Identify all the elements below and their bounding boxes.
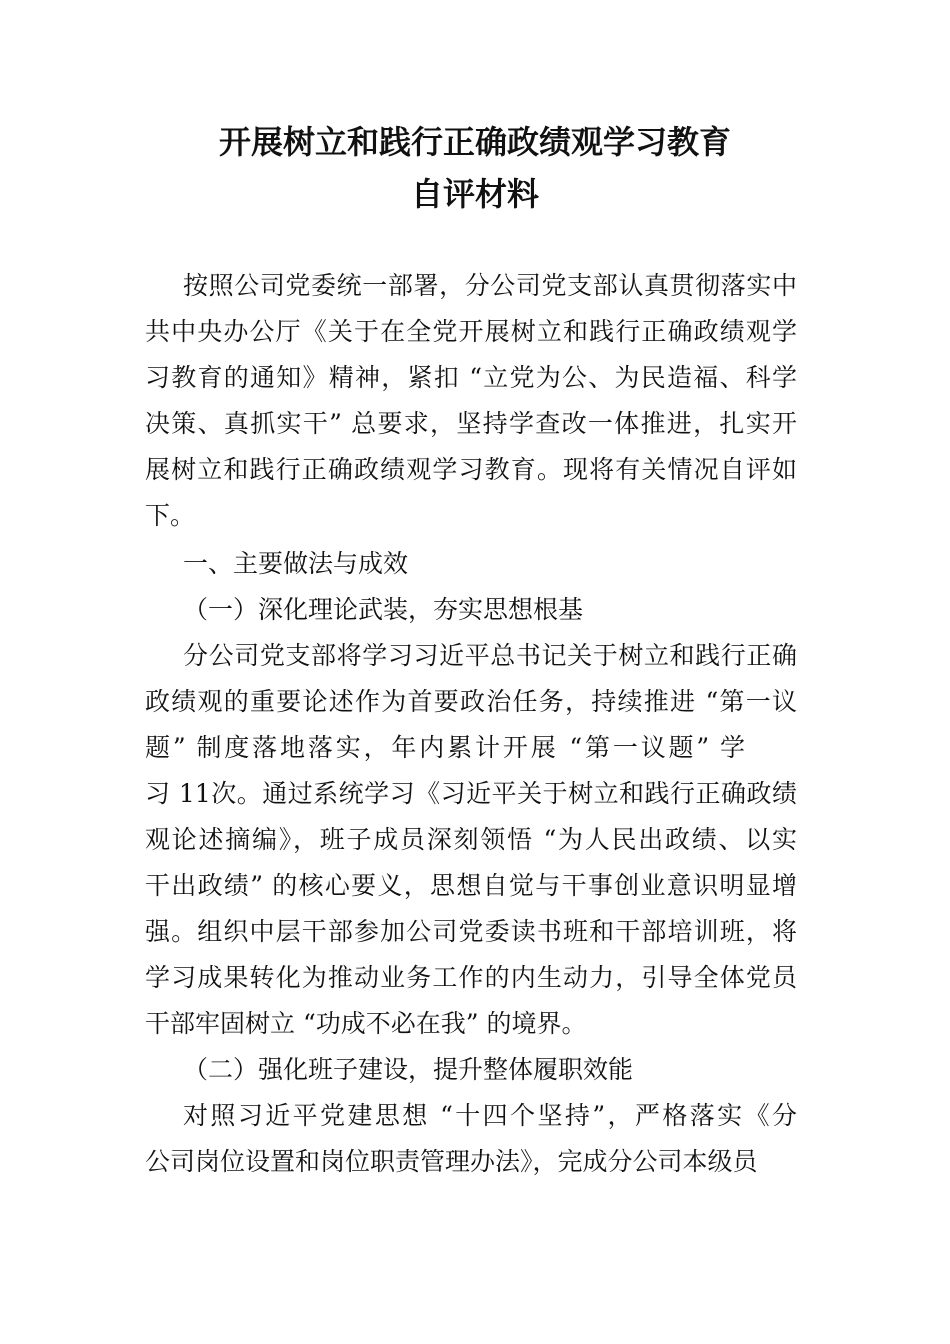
paragraph-line: 按照公司党委统一部署，分公司党支部认真贯彻落实中 (183, 271, 797, 300)
paragraph-line: 共中央办公厅《关于在全党开展树立和践行正确政绩观学 (145, 317, 797, 346)
paragraph-line: 展树立和践行正确政绩观学习教育。现将有关情况自评如 (145, 455, 797, 484)
paragraph-line: 干部牢固树立 “功成不必在我” 的境界。 (145, 1009, 587, 1038)
document-title-line-2: 自评材料 (410, 175, 539, 213)
document-title-line-1: 开展树立和践行正确政绩观学习教育 (218, 123, 731, 161)
paragraph-line: 学习成果转化为推动业务工作的内生动力，引导全体党员 (145, 963, 797, 992)
paragraph-line: 对照习近平党建思想 “十四个坚持”，严格落实《分 (183, 1101, 797, 1130)
section-heading: 一、主要做法与成效 (183, 549, 409, 578)
paragraph-line: 分公司党支部将学习习近平总书记关于树立和践行正确 (183, 641, 797, 670)
subsection-heading: （一）深化理论武装，夯实思想根基 (183, 595, 584, 624)
paragraph-line: 下。 (145, 501, 196, 530)
paragraph-line: 公司岗位设置和岗位职责管理办法》，完成分公司本级员 (145, 1147, 758, 1176)
paragraph-line: 决策、真抓实干” 总要求，坚持学查改一体推进，扎实开 (145, 409, 797, 438)
paragraph-line: 干出政绩” 的核心要义，思想自觉与干事创业意识明显增 (145, 871, 797, 900)
paragraph-line: 习 11次。通过系统学习《习近平关于树立和践行正确政绩 (145, 779, 797, 808)
paragraph-line: 习教育的通知》精神，紧扣 “立党为公、为民造福、科学 (145, 363, 797, 392)
paragraph-line: 题” 制度落地落实，年内累计开展 “第一议题” 学 (145, 733, 745, 762)
paragraph-line: 强。组织中层干部参加公司党委读书班和干部培训班，将 (145, 917, 797, 946)
paragraph-line: 政绩观的重要论述作为首要政治任务，持续推进 “第一议 (145, 687, 797, 716)
subsection-heading: （二）强化班子建设，提升整体履职效能 (183, 1055, 634, 1084)
paragraph-line: 观论述摘编》，班子成员深刻领悟 “为人民出政绩、以实 (145, 825, 797, 854)
